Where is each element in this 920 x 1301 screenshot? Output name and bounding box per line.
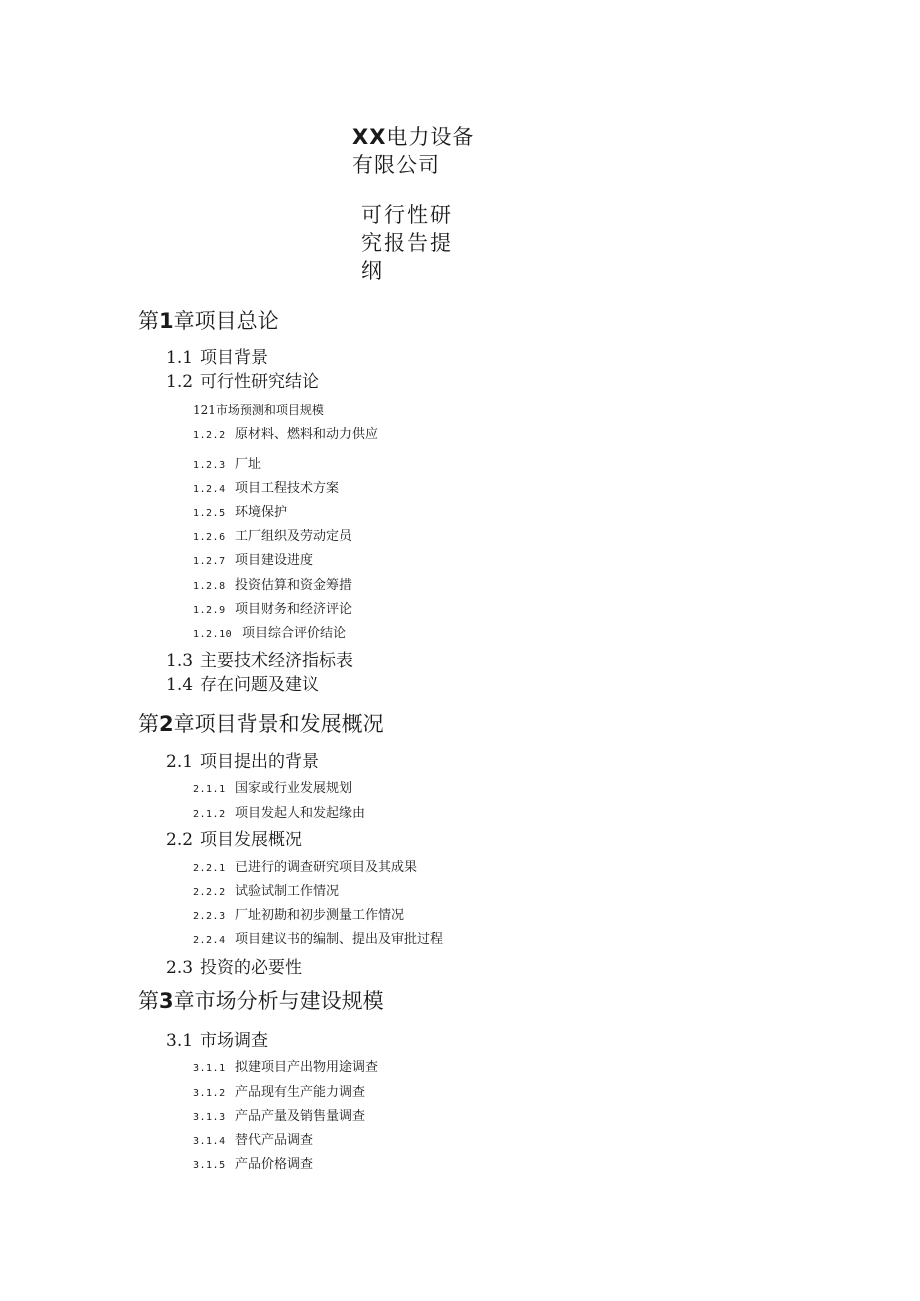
section-2-1 [166, 754, 319, 771]
subsection-3-1-5 [193, 1158, 313, 1171]
chapter-prefix: 第 [138, 712, 159, 736]
subsection-title: 项目建设进度 [235, 553, 314, 568]
section-title: 可行性研究结论 [200, 372, 319, 392]
subsection-title: 厂址初勘和初步测量工作情况 [235, 908, 405, 923]
section-1-4 [166, 677, 319, 694]
subsection-title: 项目综合评价结论 [242, 626, 347, 641]
subsection-3-1-4 [193, 1134, 313, 1147]
report-title-line3: 纲 [361, 259, 384, 283]
company-name-rest: 电力设备 [386, 125, 475, 149]
subsection-number: 2.2.1 [193, 863, 226, 874]
subsection-1-2-5 [193, 506, 287, 519]
section-title: 项目发展概况 [200, 830, 302, 850]
section-title: 投资的必要性 [200, 958, 302, 978]
section-number: 1.1 [166, 348, 194, 368]
subsection-title: 项目财务和经济评论 [235, 602, 353, 617]
subsection-1-2-4 [193, 482, 339, 495]
subsection-number: 1.2.6 [193, 532, 226, 543]
section-title: 存在问题及建议 [200, 675, 319, 695]
section-1-3 [166, 653, 353, 670]
section-2-3 [166, 960, 302, 977]
subsection-number: 2.1.1 [193, 784, 226, 795]
section-title: 市场调查 [200, 1031, 268, 1051]
subsection-3-1-2 [193, 1086, 365, 1099]
subsection-2-2-1 [193, 861, 417, 874]
subsection-1-2-1: 121市场预测和项目规模 [193, 403, 324, 417]
subsection-title: 工厂组织及劳动定员 [235, 529, 353, 544]
subsection-title: 环境保护 [235, 505, 288, 520]
subsection-3-1-3 [193, 1110, 365, 1123]
section-number: 1.4 [166, 675, 194, 695]
subsection-title: 拟建项目产出物用途调查 [235, 1060, 379, 1075]
subsection-1-2-10 [193, 627, 346, 640]
subsection-number: 3.1.3 [193, 1112, 226, 1123]
section-title: 主要技术经济指标表 [200, 651, 353, 671]
chapter-number: 3 [159, 989, 174, 1013]
subsection-title: 国家或行业发展规划 [235, 781, 353, 796]
subsection-number: 1.2.2 [193, 430, 226, 441]
subsection-number: 1.2.3 [193, 460, 226, 471]
subsection-title: 试验试制工作情况 [235, 884, 340, 899]
section-number: 2.2 [166, 830, 194, 850]
subsection-number: 2.2.4 [193, 935, 226, 946]
chapter-title: 章市场分析与建设规模 [173, 989, 384, 1013]
section-number: 1.3 [166, 651, 194, 671]
section-1-1 [166, 350, 268, 367]
chapter-number: 1 [159, 309, 174, 333]
subsection-number: 1.2.5 [193, 508, 226, 519]
subsection-number: 3.1.4 [193, 1136, 226, 1147]
subsection-1-2-8 [193, 579, 352, 592]
chapter-title: 章项目总论 [173, 309, 279, 333]
chapter-prefix: 第 [138, 309, 159, 333]
report-title-line2: 究报告提 [361, 231, 453, 255]
subsection-2-1-2 [193, 807, 365, 820]
subsection-number: 1.2.9 [193, 605, 226, 616]
subsection-title: 产品现有生产能力调查 [235, 1085, 366, 1100]
chapter-2-heading [138, 714, 384, 735]
subsection-number: 1.2.4 [193, 484, 226, 495]
company-name-line2: 有限公司 [352, 153, 440, 177]
section-number: 3.1 [166, 1031, 194, 1051]
subsection-number: 1.2.7 [193, 556, 226, 567]
subsection-number: 3.1.5 [193, 1160, 226, 1171]
subsection-title: 已进行的调查研究项目及其成果 [235, 860, 418, 875]
subsection-number: 3.1.2 [193, 1088, 226, 1099]
subsection-1-2-9 [193, 603, 352, 616]
section-title: 项目背景 [200, 348, 268, 368]
subsection-2-1-1 [193, 782, 352, 795]
report-title-line1: 可行性研 [361, 203, 453, 227]
chapter-prefix: 第 [138, 989, 159, 1013]
subsection-number: 3.1.1 [193, 1063, 226, 1074]
chapter-1-heading [138, 311, 279, 332]
subsection-title: 项目工程技术方案 [235, 481, 340, 496]
subsection-title: 项目发起人和发起缘由 [235, 806, 366, 821]
subsection-title: 投资估算和资金筹措 [235, 578, 353, 593]
subsection-1-2-6 [193, 530, 352, 543]
subsection-title: 项目建议书的编制、提出及审批过程 [235, 932, 444, 947]
subsection-number: 2.2.2 [193, 887, 226, 898]
section-1-2 [166, 374, 319, 391]
company-name-line1 [352, 127, 474, 148]
section-3-1 [166, 1033, 268, 1050]
subsection-number: 1.2.8 [193, 581, 226, 592]
chapter-number: 2 [159, 712, 174, 736]
subsection-number: 2.2.3 [193, 911, 226, 922]
subsection-1-2-2 [193, 428, 378, 441]
subsection-title: 原材料、燃料和动力供应 [235, 427, 379, 442]
subsection-2-2-3 [193, 909, 404, 922]
chapter-3-heading [138, 991, 384, 1012]
subsection-3-1-1 [193, 1061, 378, 1074]
section-number: 2.3 [166, 958, 194, 978]
subsection-1-2-3 [193, 458, 261, 471]
subsection-number: 1.2.10 [193, 629, 233, 640]
section-number: 1.2 [166, 372, 194, 392]
chapter-title: 章项目背景和发展概况 [173, 712, 384, 736]
subsection-title: 产品价格调查 [235, 1157, 314, 1172]
subsection-1-2-7 [193, 554, 313, 567]
subsection-2-2-2 [193, 885, 339, 898]
section-2-2 [166, 832, 302, 849]
subsection-2-2-4 [193, 933, 443, 946]
subsection-title: 厂址 [235, 457, 262, 472]
subsection-title: 产品产量及销售量调查 [235, 1109, 366, 1124]
section-number: 2.1 [166, 752, 194, 772]
subsection-number: 2.1.2 [193, 809, 226, 820]
subsection-title: 替代产品调查 [235, 1133, 314, 1148]
section-title: 项目提出的背景 [200, 752, 319, 772]
company-name-prefix: XX [352, 125, 387, 149]
